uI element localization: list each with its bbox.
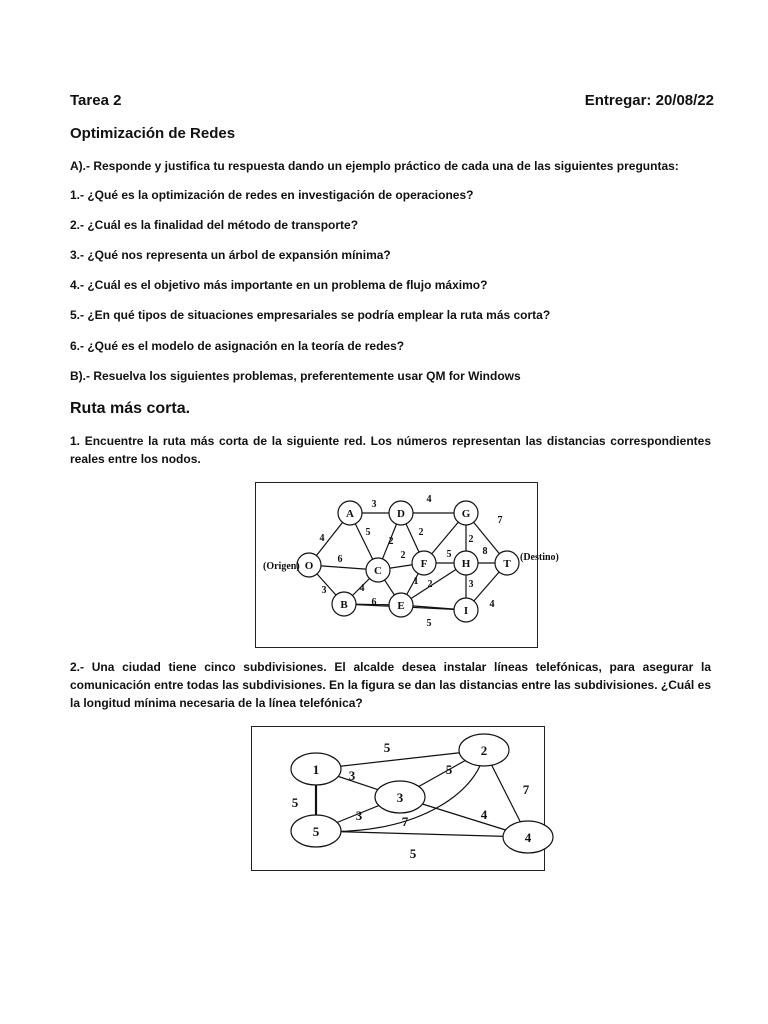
shortest-path-network	[256, 483, 559, 647]
tree-weight-1-5: 5	[291, 795, 299, 810]
node-label-i: I	[463, 605, 469, 617]
tree-weight-5-4: 5	[409, 846, 417, 861]
spanning-tree-figure	[251, 726, 545, 871]
weight-c-f: 2	[400, 550, 406, 561]
node-label-h: H	[461, 558, 471, 570]
node-label-a: A	[346, 508, 354, 520]
part-a-intro: A).- Responde y justifica tu respuesta dando un ejemplo práctico de cada una de las siguientes preguntas:	[70, 159, 679, 173]
part-b-intro: B).- Resuelva los siguientes problemas, preferentemente usar QM for Windows	[70, 369, 521, 383]
problem-2-text: 2.- Una ciudad tiene cinco subdivisiones. El alcalde desea instalar líneas telefónicas, para asegurar la comunicación entre todas las subdivisiones. En la figura se dan las distancias entre las subdivisiones. ¿Cuál es la longitud mínima necesaria de la línea telefónica?	[70, 660, 711, 710]
weight-o-a: 4	[319, 533, 325, 544]
tree-weight-1-2: 5	[383, 740, 391, 755]
tree-weight-2-4: 7	[522, 782, 530, 797]
due-date: Entregar: 20/08/22	[584, 92, 714, 109]
section-title: Ruta más corta.	[70, 400, 191, 417]
question-5: 5.- ¿En qué tipos de situaciones empresariales se podría emplear la ruta más corta?	[70, 308, 551, 322]
node-label-t: T	[503, 558, 511, 570]
weight-g-h: 2	[468, 534, 474, 545]
weight-o-c: 6	[337, 554, 343, 565]
node-label-f: F	[420, 558, 428, 570]
node-label-g: G	[461, 508, 471, 520]
weight-h-t: 8	[482, 546, 488, 557]
tree-weight-1-3: 3	[348, 768, 356, 783]
question-1: 1.- ¿Qué es la optimización de redes en investigación de operaciones?	[70, 188, 474, 202]
tree-weight-3-4: 4	[480, 807, 488, 822]
tree-node-label-1: 1	[312, 762, 320, 777]
tree-weight-3-2: 5	[445, 762, 453, 777]
weight-b-e: 6	[371, 597, 377, 608]
tree-weight-3-5: 3	[355, 808, 363, 823]
weight-d-f: 2	[418, 527, 424, 538]
weight-h-i: 3	[468, 579, 474, 590]
question-3: 3.- ¿Qué nos representa un árbol de expansión mínima?	[70, 248, 391, 262]
network-node-circles	[297, 501, 519, 622]
question-4: 4.- ¿Cuál es el objetivo más importante en un problema de flujo máximo?	[70, 278, 488, 292]
weight-f-h: 5	[446, 549, 452, 560]
weight-d-g: 4	[426, 494, 432, 505]
assignment-title: Tarea 2	[70, 92, 122, 109]
weight-o-b: 3	[321, 585, 327, 596]
node-label-o: O	[304, 560, 314, 572]
spanning-tree-network	[252, 727, 544, 870]
node-label-d: D	[397, 508, 405, 520]
tree-node-label-5: 5	[312, 824, 320, 839]
tree-node-label-3: 3	[396, 790, 404, 805]
node-label-e: E	[397, 600, 405, 612]
weight-i-t: 4	[489, 599, 495, 610]
document-subtitle: Optimización de Redes	[70, 125, 236, 142]
question-6: 6.- ¿Qué es el modelo de asignación en la teoría de redes?	[70, 339, 405, 353]
question-2: 2.- ¿Cuál es la finalidad del método de transporte?	[70, 218, 359, 232]
node-label-c: C	[374, 565, 382, 577]
weight-a-d: 3	[371, 499, 377, 510]
weight-g-t: 7	[497, 515, 503, 526]
problem-1-text: 1. Encuentre la ruta más corta de la siguiente red. Los números representan las distancias correspondientes reales entre los nodos.	[70, 434, 711, 466]
weight-a-c: 5	[365, 527, 371, 538]
shortest-path-figure	[255, 482, 559, 648]
weight-d-c: 2	[388, 536, 394, 547]
weight-f-e: 1	[413, 576, 419, 587]
tree-weight-5-2: 7	[401, 814, 409, 829]
weight-h-e: 2	[427, 579, 433, 590]
origin-label: (Origen)	[263, 561, 300, 572]
weight-b-c: 4	[359, 583, 365, 594]
tree-node-label-2: 2	[480, 743, 488, 758]
weight-b-i: 5	[426, 618, 432, 629]
destination-label: (Destino)	[520, 552, 559, 563]
tree-node-shapes	[291, 734, 553, 853]
tree-edge-5-4	[316, 831, 528, 837]
tree-node-label-4: 4	[524, 830, 532, 845]
node-label-b: B	[340, 599, 348, 611]
